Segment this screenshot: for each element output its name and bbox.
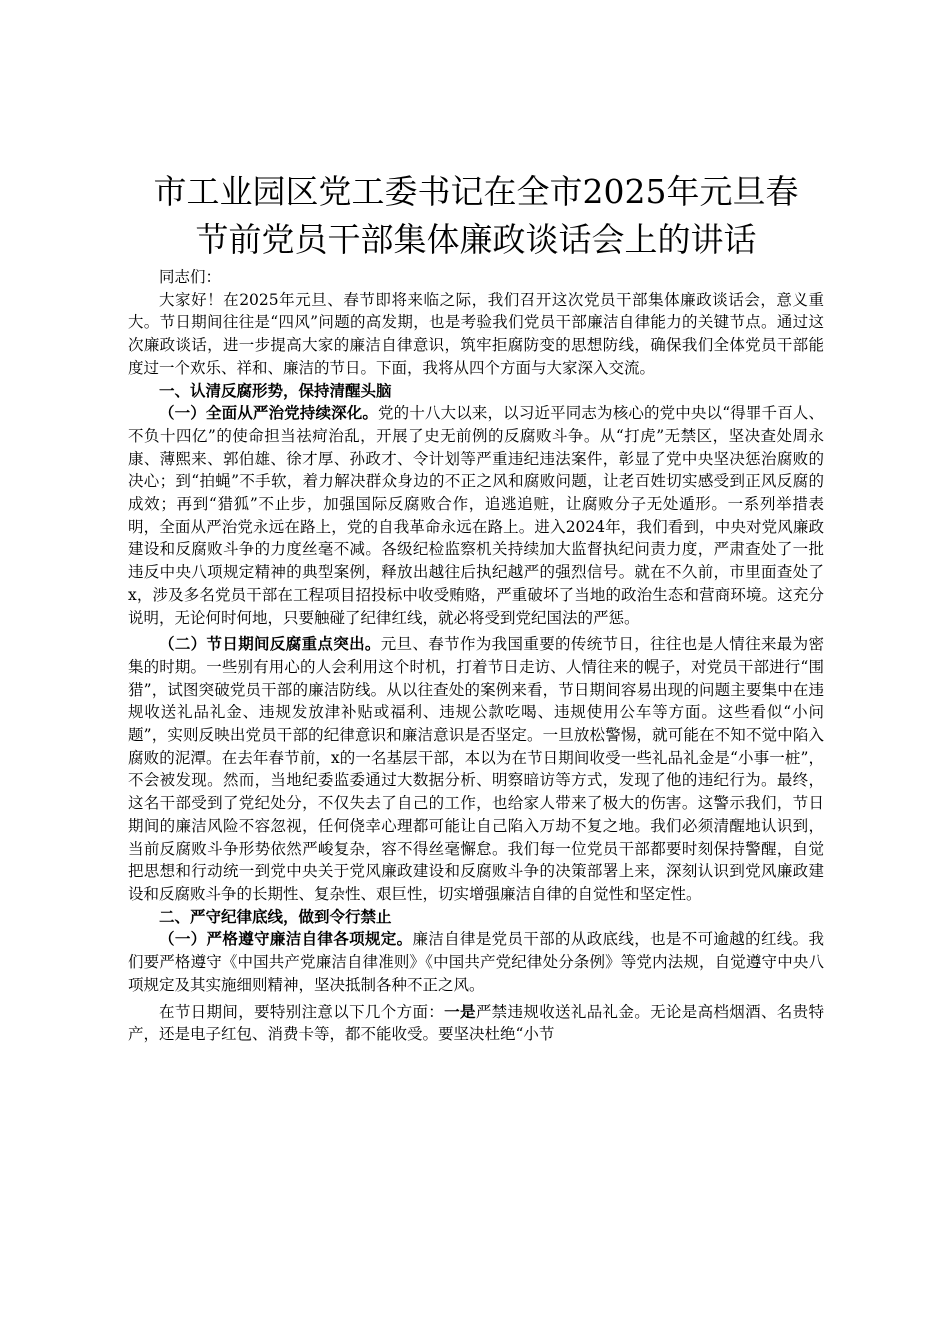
document-page bbox=[128, 168, 824, 1046]
section-2-paragraph-2 bbox=[128, 1001, 824, 1046]
paragraph-lead: （一）严格遵守廉洁自律各项规定。 bbox=[159, 929, 413, 949]
intro-paragraph: 大家好！在2025年元旦、春节即将来临之际，我们召开这次党员干部集体廉政谈话会，意义重大。节日期间往往是“四风”问题的高发期，也是考验我们党员干部廉洁自律能力的关键节点。通过这次廉政谈话，进一步提高大家的廉洁自律意识，筑牢拒腐防变的思想防线，确保我们全体党员干部能度过一个欢乐、祥和、廉洁的节日。下面，我将从四个方面与大家深入交流。 bbox=[128, 290, 824, 377]
section-1-paragraph-2 bbox=[128, 633, 824, 905]
section-1-heading: 一、认清反腐形势，保持清醒头脑 bbox=[159, 380, 392, 400]
title-line-2: 节前党员干部集体廉政谈话会上的讲话 bbox=[195, 220, 757, 259]
paragraph-pretext: 在节日期间，要特别注意以下几个方面： bbox=[159, 1002, 445, 1021]
paragraph-text: 严禁违规收送礼品礼金。无论是高档烟酒、名贵特产，还是电子红包、消费卡等，都不能收受。要坚决杜绝“小节 bbox=[128, 1002, 824, 1044]
paragraph-lead: 一是 bbox=[444, 1001, 476, 1021]
paragraph-lead: （一）全面从严治党持续深化。 bbox=[159, 403, 379, 423]
paragraph-text: 廉洁自律是党员干部的从政底线，也是不可逾越的红线。我们要严格遵守《中国共产党廉洁自律准则》《中国共产党纪律处分条例》等党内法规，自觉遵守中央八项规定及其实施细则精神，坚决抵制各种不正之风。 bbox=[128, 930, 824, 994]
document-title bbox=[128, 168, 824, 264]
section-2-heading: 二、严守纪律底线，做到令行禁止 bbox=[159, 906, 392, 926]
paragraph-text: 党的十八大以来，以习近平同志为核心的党中央以“得罪千百人、不负十四亿”的使命担当祛疴治乱，开展了史无前例的反腐败斗争。从“打虎”无禁区，坚决查处周永康、薄熙来、郭伯雄、徐才厚、孙政才、令计划等严重违纪违法案件，彰显了党中央坚决惩治腐败的决心；到“拍蝇”不手软，着力解决群众身边的不正之风和腐败问题，让老百姓切实感受到正风反腐的成效；再到“猎狐”不止步，加强国际反腐败合作，追逃追赃，让腐败分子无处遁形。一系列举措表明，全面从严治党永远在路上，党的自我革命永远在路上。进入2024年，我们看到，中央对党风廉政建设和反腐败斗争的力度丝毫不减。各级纪检监察机关持续加大监督执纪问责力度，严肃查处了一批违反中央八项规定精神的典型案例，释放出越往后执纪越严的强烈信号。就在不久前，市里面查处了x，涉及多名党员干部在工程项目招投标中收受贿赂，严重破坏了当地的政治生态和营商环境。这充分说明，无论何时何地，只要触碰了纪律红线，就必将受到党纪国法的严惩。 bbox=[128, 404, 824, 627]
title-line-1: 市工业园区党工委书记在全市2025年元旦春 bbox=[153, 172, 799, 211]
paragraph-lead: （二）节日期间反腐重点突出。 bbox=[159, 634, 381, 654]
section-1-paragraph-1 bbox=[128, 402, 824, 629]
paragraph-text: 元旦、春节作为我国重要的传统节日，往往也是人情往来最为密集的时期。一些别有用心的人会利用这个时机，打着节日走访、人情往来的幌子，对党员干部进行“围猎”，试图突破党员干部的廉洁防线。从以往查处的案例来看，节日期间容易出现的问题主要集中在违规收送礼品礼金、违规发放津补贴或福利、违规公款吃喝、违规使用公车等方面。这些看似“小问题”，实则反映出党员干部的纪律意识和廉洁意识是否坚定。一旦放松警惕，就可能在不知不觉中陷入腐败的泥潭。在去年春节前，x的一名基层干部，本以为在节日期间收受一些礼品礼金是“小事一桩”，不会被发现。然而，当地纪委监委通过大数据分析、明察暗访等方式，发现了他的违纪行为。最终，这名干部受到了党纪处分，不仅失去了自己的工作，也给家人带来了极大的伤害。这警示我们，节日期间的廉洁风险不容忽视，任何侥幸心理都可能让自己陷入万劫不复之地。我们必须清醒地认识到，当前反腐败斗争形势依然严峻复杂，容不得丝毫懈怠。我们每一位党员干部都要时刻保持警醒，自觉把思想和行动统一到党中央关于党风廉政建设和反腐败斗争的决策部署上来，深刻认识到党风廉政建设和反腐败斗争的长期性、复杂性、艰巨性，切实增强廉洁自律的自觉性和坚定性。 bbox=[128, 635, 824, 903]
salutation: 同志们： bbox=[159, 268, 222, 286]
section-2-paragraph-1 bbox=[128, 928, 824, 996]
